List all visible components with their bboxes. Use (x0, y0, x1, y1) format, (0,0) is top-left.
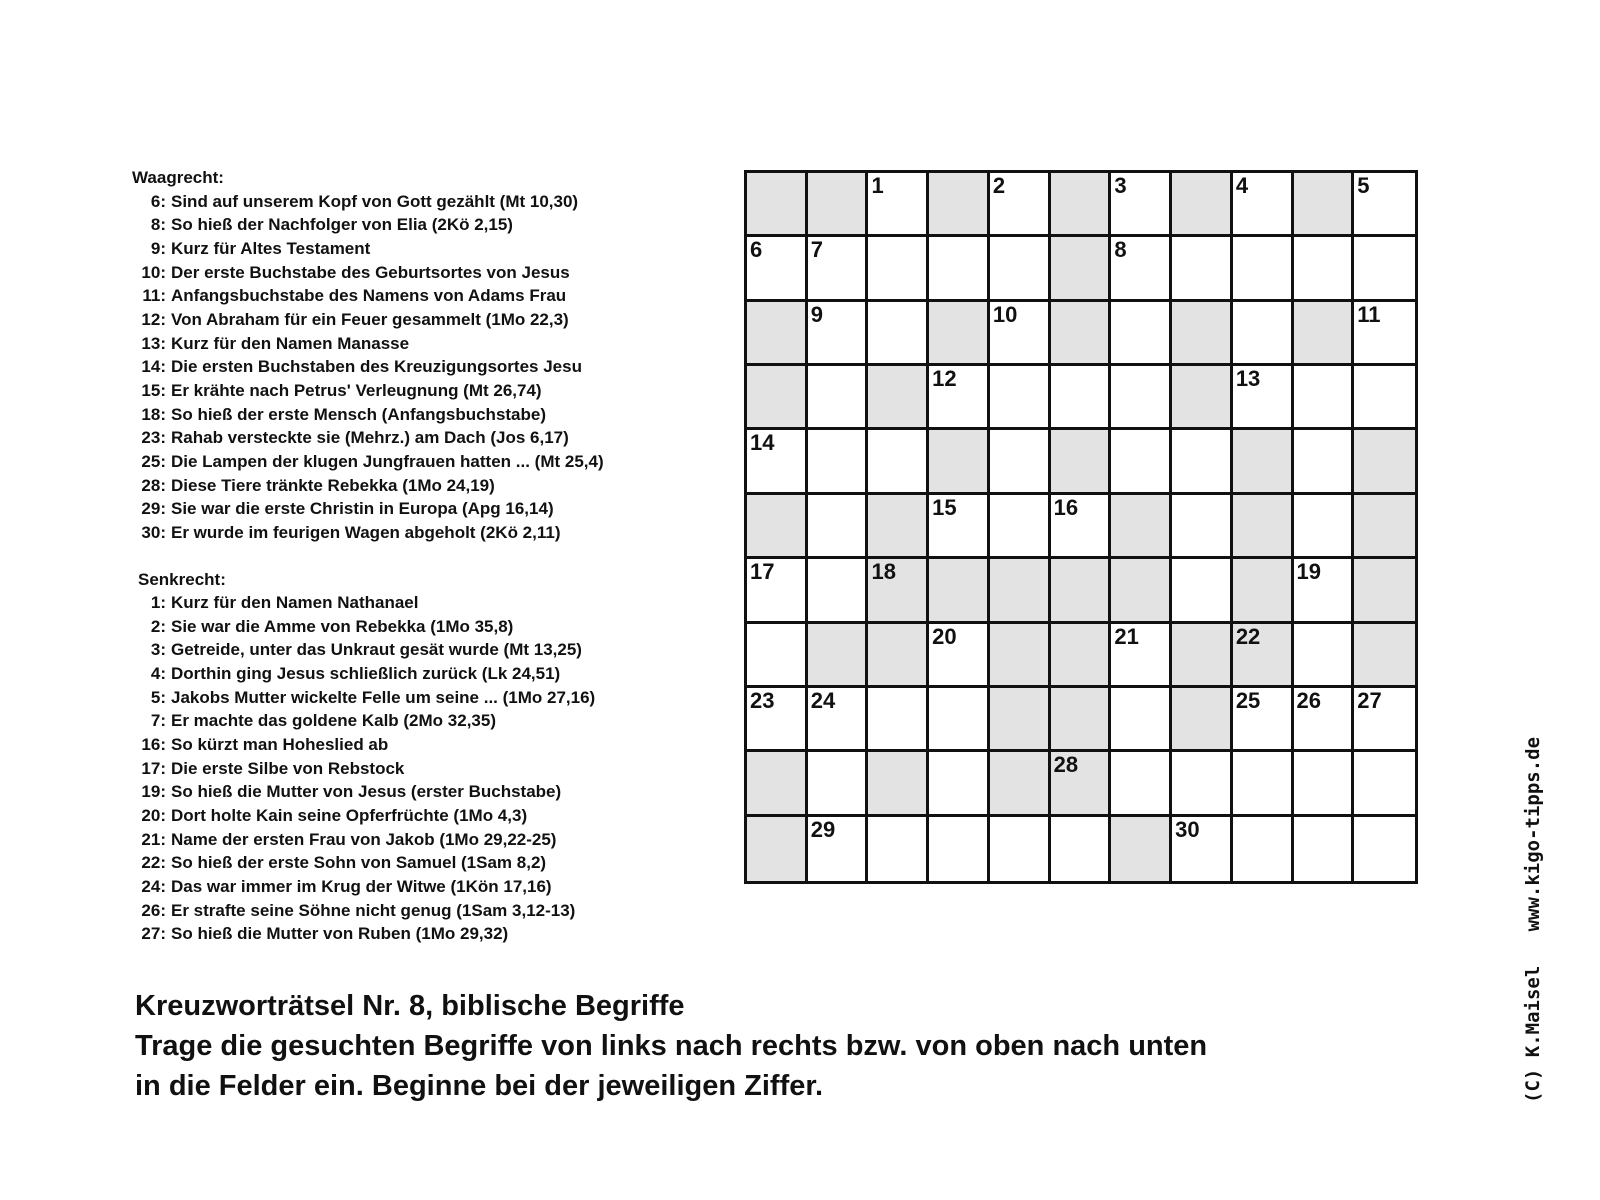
clue-number: 17: (141, 758, 166, 778)
down-clue (132, 709, 692, 733)
down-clue (132, 686, 692, 710)
cell-number: 29 (810, 816, 836, 842)
grid-cell[interactable] (1294, 366, 1355, 430)
crossword-grid (744, 170, 1418, 884)
cell-number: 21 (1114, 623, 1139, 649)
grid-block (868, 366, 929, 430)
across-clue (132, 521, 692, 545)
grid-cell[interactable] (868, 237, 929, 301)
grid-cell[interactable] (929, 495, 990, 559)
clue-text: Kurz für den Namen Nathanael (171, 593, 419, 613)
cell-number: 17 (750, 559, 775, 585)
grid-block (990, 688, 1051, 752)
cell-number: 2 (992, 173, 1006, 198)
cell-number: 26 (1296, 687, 1322, 713)
across-heading: Waagrecht: (132, 168, 224, 187)
grid-cell[interactable] (808, 688, 869, 752)
clue-number: 13: (141, 333, 166, 353)
clue-text: Das war immer im Krug der Witwe (1Kön 17,16) (171, 877, 552, 897)
grid-block (1233, 624, 1294, 688)
grid-cell[interactable] (868, 688, 929, 752)
cell-number: 25 (1235, 687, 1261, 713)
grid-block (990, 624, 1051, 688)
grid-cell[interactable] (1233, 688, 1294, 752)
grid-cell[interactable] (1294, 688, 1355, 752)
grid-cell[interactable] (808, 495, 869, 559)
clue-number: 4: (150, 664, 166, 684)
grid-block (747, 302, 808, 366)
grid-cell[interactable] (1111, 366, 1172, 430)
grid-block (1051, 430, 1112, 494)
clue-number: 15: (141, 380, 166, 400)
grid-cell[interactable] (1233, 817, 1294, 881)
clue-text: So hieß die Mutter von Ruben (1Mo 29,32) (171, 924, 509, 944)
grid-cell[interactable] (868, 302, 929, 366)
grid-block (1294, 302, 1355, 366)
grid-cell[interactable] (1172, 495, 1233, 559)
across-clue (132, 284, 692, 308)
grid-cell[interactable] (990, 173, 1051, 237)
clue-number: 28: (141, 475, 166, 495)
grid-cell[interactable] (1172, 559, 1233, 623)
clue-text: Der erste Buchstabe des Geburtsortes von Jesus (171, 262, 570, 282)
clue-text: Kurz für Altes Testament (171, 238, 371, 258)
cell-number: 7 (810, 237, 823, 263)
cell-number: 30 (1175, 816, 1200, 842)
cell-number: 20 (932, 623, 957, 649)
clue-number: 19: (141, 782, 166, 802)
grid-cell[interactable] (1051, 366, 1112, 430)
grid-cell[interactable] (808, 302, 869, 366)
clue-text: Er machte das goldene Kalb (2Mo 32,35) (171, 711, 496, 731)
grid-block (1051, 237, 1112, 301)
clue-number: 9: (150, 238, 166, 258)
grid-cell[interactable] (1111, 237, 1172, 301)
clue-text: Sind auf unserem Kopf von Gott gezählt (Mt 10,30) (171, 191, 579, 211)
down-clues (132, 591, 692, 946)
grid-block (1233, 495, 1294, 559)
grid-cell[interactable] (1111, 173, 1172, 237)
grid-cell[interactable] (808, 430, 869, 494)
clue-number: 7: (150, 711, 166, 731)
grid-block (929, 430, 990, 494)
down-clue (132, 757, 692, 781)
grid-cell[interactable] (1111, 688, 1172, 752)
grid-cell[interactable] (1111, 624, 1172, 688)
across-clues (132, 190, 692, 545)
clue-number: 30: (141, 522, 166, 542)
cell-number: 15 (932, 494, 957, 520)
instruction-line-1: Trage die gesuchten Begriffe von links nach rechts bzw. von oben nach unten (135, 1030, 1208, 1062)
across-clue (132, 213, 692, 237)
grid-block (1354, 624, 1415, 688)
clue-text: Die Lampen der klugen Jungfrauen hatten ... (Mt 25,4) (171, 451, 604, 471)
grid-cell[interactable] (1354, 366, 1415, 430)
grid-cell[interactable] (868, 817, 929, 881)
copyright-credit: (C) K.Maisel www.kigo-tipps.de (1522, 736, 1544, 1103)
cell-number: 3 (1114, 173, 1127, 198)
grid-cell[interactable] (990, 366, 1051, 430)
down-clue (132, 804, 692, 828)
grid-block (1354, 430, 1415, 494)
grid-block (747, 366, 808, 430)
grid-cell[interactable] (868, 173, 929, 237)
cell-number: 12 (932, 366, 957, 392)
grid-block (747, 495, 808, 559)
grid-block (1051, 173, 1112, 237)
down-clue (132, 875, 692, 899)
grid-block (929, 302, 990, 366)
clue-text: Kurz für den Namen Manasse (171, 333, 410, 353)
instruction-line-2: in die Felder ein. Beginne bei der jeweiligen Ziffer. (135, 1070, 824, 1102)
puzzle-title: Kreuzworträtsel Nr. 8, biblische Begriffe (135, 990, 685, 1022)
grid-cell[interactable] (1172, 752, 1233, 816)
grid-cell[interactable] (808, 752, 869, 816)
grid-cell[interactable] (990, 817, 1051, 881)
clue-text: Name der ersten Frau von Jakob (1Mo 29,22-25) (171, 829, 557, 849)
grid-cell[interactable] (868, 430, 929, 494)
grid-cell[interactable] (747, 688, 808, 752)
down-clue (132, 851, 692, 875)
grid-cell[interactable] (1233, 237, 1294, 301)
grid-cell[interactable] (929, 624, 990, 688)
clue-text: Die ersten Buchstaben des Kreuzigungsortes Jesu (171, 357, 582, 377)
down-clue (132, 828, 692, 852)
grid-block (1111, 817, 1172, 881)
grid-block (1354, 495, 1415, 559)
grid-cell[interactable] (747, 624, 808, 688)
grid-block (868, 624, 929, 688)
grid-cell[interactable] (808, 559, 869, 623)
grid-block (1172, 173, 1233, 237)
clue-number: 8: (150, 215, 166, 235)
cell-number: 10 (992, 301, 1018, 327)
grid-block (1051, 752, 1112, 816)
across-clue (132, 355, 692, 379)
clue-text: So hieß der erste Sohn von Samuel (1Sam 8,2) (171, 853, 547, 873)
grid-cell[interactable] (929, 688, 990, 752)
grid-block (1051, 624, 1112, 688)
grid-cell[interactable] (747, 430, 808, 494)
grid-block (808, 173, 869, 237)
clue-number: 1: (150, 593, 166, 613)
clue-number: 27: (141, 924, 166, 944)
grid-block (990, 559, 1051, 623)
grid-cell[interactable] (1354, 173, 1415, 237)
clue-number: 29: (141, 499, 166, 519)
grid-cell[interactable] (929, 817, 990, 881)
cell-number: 9 (810, 301, 823, 327)
clue-number: 25: (141, 451, 166, 471)
grid-block (1233, 430, 1294, 494)
clue-text: Von Abraham für ein Feuer gesammelt (1Mo 22,3) (171, 309, 569, 329)
grid-cell[interactable] (1294, 559, 1355, 623)
clue-text: So hieß der erste Mensch (Anfangsbuchstabe) (171, 404, 547, 424)
across-clue (132, 426, 692, 450)
grid-cell[interactable] (1111, 302, 1172, 366)
clue-number: 24: (141, 877, 166, 897)
grid-cell[interactable] (1172, 237, 1233, 301)
down-clue (132, 922, 692, 946)
cell-number: 23 (750, 687, 775, 713)
grid-cell[interactable] (1294, 817, 1355, 881)
grid-block (990, 752, 1051, 816)
cell-number: 22 (1235, 623, 1261, 649)
down-heading: Senkrecht: (138, 569, 226, 589)
grid-block (1233, 559, 1294, 623)
across-clue (132, 497, 692, 521)
grid-block (1051, 302, 1112, 366)
down-clue (132, 591, 692, 615)
grid-block (747, 752, 808, 816)
grid-cell[interactable] (1294, 752, 1355, 816)
cell-number: 28 (1053, 752, 1079, 778)
clue-text: Sie war die erste Christin in Europa (Apg 16,14) (171, 499, 554, 519)
cell-number: 13 (1235, 366, 1261, 392)
cell-number: 6 (750, 237, 763, 263)
clue-text: Diese Tiere tränkte Rebekka (1Mo 24,19) (171, 475, 495, 495)
across-clue (132, 379, 692, 403)
grid-block (1354, 559, 1415, 623)
clue-number: 2: (150, 616, 166, 636)
clue-number: 3: (150, 640, 166, 660)
grid-cell[interactable] (990, 430, 1051, 494)
grid-cell[interactable] (1354, 302, 1415, 366)
grid-cell[interactable] (1051, 495, 1112, 559)
grid-cell[interactable] (990, 237, 1051, 301)
grid-cell[interactable] (1233, 302, 1294, 366)
across-clue (132, 308, 692, 332)
clue-number: 5: (150, 687, 166, 707)
clue-number: 10: (141, 262, 166, 282)
down-clue (132, 733, 692, 757)
grid-cell[interactable] (808, 817, 869, 881)
grid-cell[interactable] (1172, 817, 1233, 881)
clue-list (132, 166, 692, 946)
cell-number: 1 (871, 173, 884, 198)
clue-number: 23: (141, 428, 166, 448)
clue-text: Dort holte Kain seine Opferfrüchte (1Mo 4,3) (171, 806, 528, 826)
grid-cell[interactable] (990, 302, 1051, 366)
clue-number: 11: (142, 286, 166, 306)
grid-cell[interactable] (747, 237, 808, 301)
grid-cell[interactable] (929, 237, 990, 301)
grid-cell[interactable] (1294, 495, 1355, 559)
grid-block (929, 559, 990, 623)
across-clue (132, 332, 692, 356)
across-clue (132, 261, 692, 285)
grid-cell[interactable] (1233, 173, 1294, 237)
clue-text: So hieß die Mutter von Jesus (erster Buchstabe) (171, 782, 562, 802)
grid-block (747, 173, 808, 237)
grid-block (868, 495, 929, 559)
grid-block (1051, 559, 1112, 623)
grid-block (929, 173, 990, 237)
across-clue (132, 474, 692, 498)
grid-cell[interactable] (929, 752, 990, 816)
clue-text: Er wurde im feurigen Wagen abgeholt (2Kö 2,11) (171, 522, 561, 542)
grid-block (1172, 366, 1233, 430)
grid-block (1172, 302, 1233, 366)
grid-block (1111, 559, 1172, 623)
grid-cell[interactable] (1111, 430, 1172, 494)
grid-cell[interactable] (929, 366, 990, 430)
grid-block (1172, 688, 1233, 752)
clue-text: Getreide, unter das Unkraut gesät wurde (Mt 13,25) (171, 640, 582, 660)
across-clue (132, 237, 692, 261)
across-clue (132, 450, 692, 474)
grid-block (1294, 173, 1355, 237)
grid-block (1172, 624, 1233, 688)
clue-text: Er strafte seine Söhne nicht genug (1Sam 3,12-13) (171, 900, 576, 920)
clue-text: Rahab versteckte sie (Mehrz.) am Dach (Jos 6,17) (171, 428, 569, 448)
down-clue (132, 638, 692, 662)
grid-block (808, 624, 869, 688)
grid-cell[interactable] (1354, 688, 1415, 752)
cell-number: 5 (1357, 173, 1370, 198)
clue-number: 12: (141, 309, 166, 329)
clue-text: So kürzt man Hoheslied ab (171, 735, 389, 755)
clue-text: Sie war die Amme von Rebekka (1Mo 35,8) (171, 616, 514, 636)
grid-block (868, 559, 929, 623)
grid-cell[interactable] (1172, 430, 1233, 494)
grid-cell[interactable] (1354, 752, 1415, 816)
grid-cell[interactable] (1294, 430, 1355, 494)
clue-text: Die erste Silbe von Rebstock (171, 758, 405, 778)
down-clue (132, 780, 692, 804)
grid-cell[interactable] (1354, 237, 1415, 301)
grid-cell[interactable] (990, 495, 1051, 559)
clue-text: Anfangsbuchstabe des Namens von Adams Frau (171, 286, 567, 306)
clue-text: Dorthin ging Jesus schließlich zurück (Lk 24,51) (171, 664, 561, 684)
cell-number: 4 (1235, 173, 1249, 198)
clue-number: 6: (150, 191, 166, 211)
grid-cell[interactable] (808, 366, 869, 430)
grid-cell[interactable] (1294, 624, 1355, 688)
grid-block (1111, 495, 1172, 559)
down-clue (132, 662, 692, 686)
cell-number: 24 (810, 687, 836, 713)
cell-number: 19 (1296, 559, 1322, 585)
clue-number: 22: (141, 853, 166, 873)
clue-number: 21: (141, 829, 166, 849)
grid-cell[interactable] (1051, 817, 1112, 881)
cell-number: 8 (1114, 237, 1127, 263)
clue-text: Jakobs Mutter wickelte Felle um seine ... (1Mo 27,16) (171, 687, 596, 707)
cell-number: 27 (1357, 687, 1382, 713)
grid-cell[interactable] (747, 559, 808, 623)
grid-cell[interactable] (1233, 366, 1294, 430)
cell-number: 11 (1357, 301, 1381, 327)
clue-number: 26: (141, 900, 166, 920)
instructions (135, 986, 1207, 1106)
cell-number: 18 (871, 559, 896, 585)
grid-cell[interactable] (1233, 752, 1294, 816)
cell-number: 16 (1053, 494, 1079, 520)
grid-cell[interactable] (1294, 237, 1355, 301)
grid-block (747, 817, 808, 881)
clue-text: Er krähte nach Petrus' Verleugnung (Mt 26,74) (171, 380, 542, 400)
cell-number: 14 (750, 430, 775, 456)
grid-cell[interactable] (1354, 817, 1415, 881)
grid-cell[interactable] (808, 237, 869, 301)
across-clue (132, 403, 692, 427)
grid-block (868, 752, 929, 816)
across-clue (132, 190, 692, 214)
grid-block (1051, 688, 1112, 752)
clue-number: 18: (141, 404, 166, 424)
clue-number: 14: (141, 357, 166, 377)
grid-cell[interactable] (1111, 752, 1172, 816)
down-clue (132, 899, 692, 923)
clue-text: So hieß der Nachfolger von Elia (2Kö 2,15) (171, 215, 513, 235)
clue-number: 16: (141, 735, 166, 755)
down-clue (132, 615, 692, 639)
clue-number: 20: (141, 806, 166, 826)
